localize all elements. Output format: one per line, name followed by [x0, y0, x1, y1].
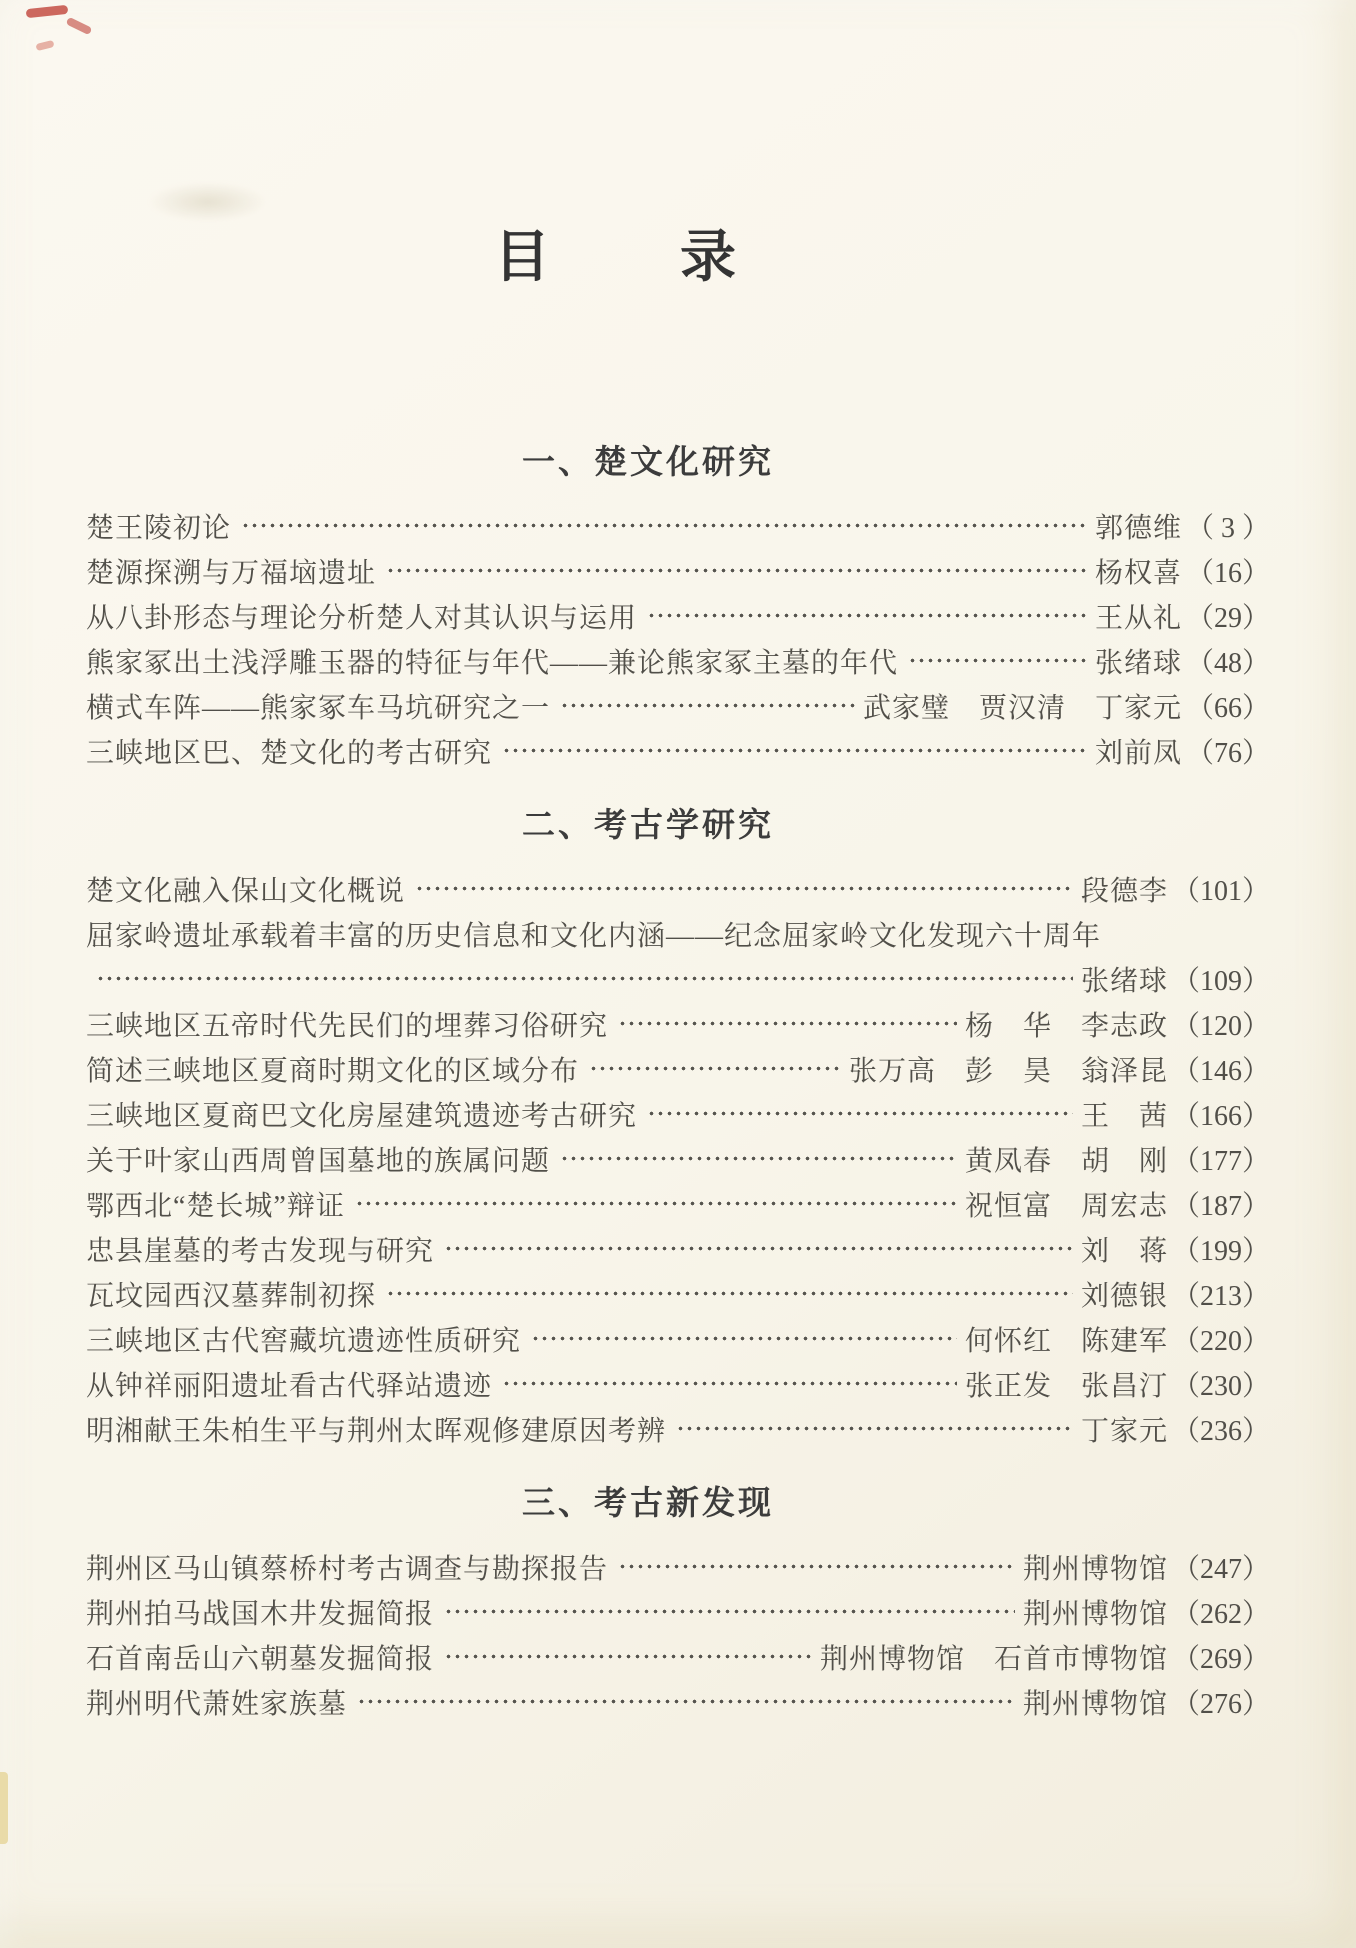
dotted-leader [96, 956, 1073, 1001]
entry-title: 关于叶家山西周曾国墓地的族属问题 [86, 1145, 551, 1177]
entry-page: （230） [1171, 1370, 1270, 1402]
entry-page: （76） [1185, 737, 1270, 769]
entry-authors: 张万高 彭 昊 翁泽昆 [848, 1055, 1168, 1087]
toc-entry [86, 728, 1270, 773]
entry-page: （16） [1185, 557, 1270, 589]
toc-section [86, 1480, 1270, 1724]
entry-authors: 刘前凤 [1094, 737, 1182, 769]
entry-title: 瓦坟园西汉墓葬制初探 [86, 1280, 377, 1312]
toc-entry-continuation [86, 956, 1270, 1001]
entry-authors: 何怀红 陈建军 [964, 1325, 1168, 1357]
entry-title: 简述三峡地区夏商时期文化的区域分布 [86, 1055, 580, 1087]
dotted-leader [241, 503, 1087, 548]
entry-authors: 王从礼 [1094, 602, 1182, 634]
entry-page: （29） [1185, 602, 1270, 634]
entry-authors: 王 茜 [1080, 1100, 1168, 1132]
entry-title: 石首南岳山六朝墓发掘简报 [86, 1643, 435, 1675]
dotted-leader [444, 1634, 812, 1679]
entry-authors: 刘德银 [1080, 1280, 1168, 1312]
entry-authors: 郭德维 [1094, 512, 1182, 544]
toc-sections [86, 439, 1270, 1724]
entry-page: （276） [1171, 1688, 1270, 1720]
entry-title: 荆州拍马战国木井发掘简报 [86, 1598, 435, 1630]
entry-title: 楚文化融入保山文化概说 [86, 875, 406, 907]
entry-page: （ 3 ） [1185, 512, 1270, 544]
red-scan-mark [35, 40, 54, 51]
toc-entry [86, 1091, 1270, 1136]
entry-authors: 杨权喜 [1094, 557, 1182, 589]
dotted-leader [355, 1181, 957, 1226]
section-heading: 二、考古学研究 [522, 806, 774, 843]
entry-page: （247） [1171, 1553, 1270, 1585]
dotted-leader [618, 1544, 1015, 1589]
entry-title: 横式车阵——熊家冢车马坑研究之一 [86, 692, 551, 724]
entry-authors: 荆州博物馆 [1022, 1598, 1168, 1630]
entry-title: 楚王陵初论 [86, 512, 232, 544]
toc-entry [86, 683, 1270, 728]
toc-entry [86, 503, 1270, 548]
entry-page: （213） [1171, 1280, 1270, 1312]
entry-authors: 丁家元 [1080, 1415, 1168, 1447]
dotted-leader [357, 1679, 1015, 1724]
entry-authors: 段德李 [1080, 875, 1168, 907]
entry-page: （66） [1185, 692, 1270, 724]
dotted-leader [444, 1226, 1073, 1271]
entry-authors: 杨 华 李志政 [964, 1010, 1168, 1042]
dotted-leader [676, 1406, 1073, 1451]
red-scan-mark [26, 5, 69, 18]
entry-title: 三峡地区巴、楚文化的考古研究 [86, 737, 493, 769]
dotted-leader [531, 1316, 957, 1361]
toc-section [86, 439, 1270, 773]
entry-title: 忠县崖墓的考古发现与研究 [86, 1235, 435, 1267]
toc-entry [86, 1181, 1270, 1226]
dotted-leader [444, 1589, 1015, 1634]
entry-authors: 黄凤春 胡 刚 [964, 1145, 1168, 1177]
entry-page: （120） [1171, 1010, 1270, 1042]
entry-authors: 武家璧 贾汉清 丁家元 [862, 692, 1182, 724]
entry-page: （109） [1171, 965, 1270, 997]
toc-content [86, 0, 1270, 1724]
entry-authors: 张绪球 [1094, 647, 1182, 679]
entry-page: （48） [1185, 647, 1270, 679]
dotted-leader [502, 728, 1087, 773]
entry-authors: 祝恒富 周宏志 [964, 1190, 1168, 1222]
dotted-leader [589, 1046, 841, 1091]
section-heading: 一、楚文化研究 [522, 443, 774, 480]
entry-authors: 荆州博物馆 石首市博物馆 [819, 1643, 1168, 1675]
toc-entry [86, 638, 1270, 683]
entry-page: （269） [1171, 1643, 1270, 1675]
entry-page: （187） [1171, 1190, 1270, 1222]
entry-title: 三峡地区古代窖藏坑遗迹性质研究 [86, 1325, 522, 1357]
dotted-leader [647, 593, 1087, 638]
entry-authors: 张正发 张昌汀 [964, 1370, 1168, 1402]
toc-entry [86, 548, 1270, 593]
dotted-leader [908, 638, 1087, 683]
dotted-leader [618, 1001, 957, 1046]
entry-authors: 荆州博物馆 [1022, 1688, 1168, 1720]
entry-page: （101） [1171, 875, 1270, 907]
entry-authors: 张绪球 [1080, 965, 1168, 997]
dotted-leader [386, 1271, 1073, 1316]
toc-section [86, 802, 1270, 1451]
dotted-leader [647, 1091, 1073, 1136]
page-title: 目 录 [494, 227, 742, 289]
entry-title: 荆州明代萧姓家族墓 [86, 1688, 348, 1720]
toc-entry [86, 1316, 1270, 1361]
dotted-leader [502, 1361, 957, 1406]
entry-title: 楚源探溯与万福垴遗址 [86, 557, 377, 589]
dotted-leader [386, 548, 1087, 593]
toc-entry [86, 1544, 1270, 1589]
page-edge-stain [0, 1772, 8, 1844]
toc-entry [86, 593, 1270, 638]
toc-entry [86, 1271, 1270, 1316]
dotted-leader [415, 866, 1073, 911]
toc-entry [86, 1046, 1270, 1091]
entry-title: 屈家岭遗址承载着丰富的历史信息和文化内涵——纪念屈家岭文化发现六十周年 [86, 920, 1102, 952]
toc-entry [86, 1136, 1270, 1181]
entry-page: （199） [1171, 1235, 1270, 1267]
toc-entry [86, 1001, 1270, 1046]
entry-page: （146） [1171, 1055, 1270, 1087]
section-heading: 三、考古新发现 [522, 1484, 774, 1521]
entry-title: 三峡地区夏商巴文化房屋建筑遗迹考古研究 [86, 1100, 638, 1132]
entry-title: 鄂西北“楚长城”辩证 [86, 1190, 345, 1222]
entry-title: 熊家冢出土浅浮雕玉器的特征与年代——兼论熊家冢主墓的年代 [86, 647, 899, 679]
entry-page: （177） [1171, 1145, 1270, 1177]
dotted-leader [560, 1136, 957, 1181]
entry-title: 从八卦形态与理论分析楚人对其认识与运用 [86, 602, 638, 634]
entry-title: 三峡地区五帝时代先民们的埋葬习俗研究 [86, 1010, 609, 1042]
entry-authors: 刘 蒋 [1080, 1235, 1168, 1267]
toc-entry [86, 866, 1270, 911]
entry-page: （262） [1171, 1598, 1270, 1630]
toc-entry [86, 1679, 1270, 1724]
entry-title: 明湘献王朱柏生平与荆州太晖观修建原因考辨 [86, 1415, 667, 1447]
dotted-leader [560, 683, 855, 728]
toc-entry [86, 1406, 1270, 1451]
toc-entry [86, 911, 1270, 956]
entry-page: （220） [1171, 1325, 1270, 1357]
entry-page: （166） [1171, 1100, 1270, 1132]
entry-title: 荆州区马山镇蔡桥村考古调查与勘探报告 [86, 1553, 609, 1585]
toc-entry [86, 1226, 1270, 1271]
toc-entry [86, 1361, 1270, 1406]
entry-authors: 荆州博物馆 [1022, 1553, 1168, 1585]
toc-entry [86, 1589, 1270, 1634]
entry-title: 从钟祥丽阳遗址看古代驿站遗迹 [86, 1370, 493, 1402]
toc-entry [86, 1634, 1270, 1679]
entry-page: （236） [1171, 1415, 1270, 1447]
